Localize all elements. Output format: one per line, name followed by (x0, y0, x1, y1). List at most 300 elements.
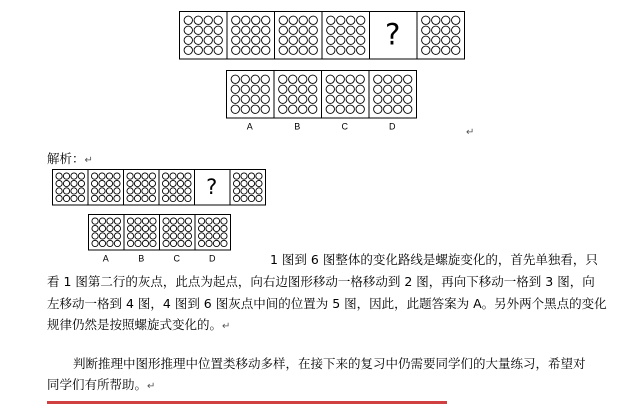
analysis-opt-dot (107, 218, 113, 224)
question-seq-dot (347, 16, 355, 24)
question-seq-dot (422, 26, 430, 34)
question-opt-dot (261, 85, 269, 93)
paragraph-1-line-4: 规律仍然是按照螺旋式变化的。↵ (47, 317, 231, 332)
analysis-seq-dot (99, 195, 105, 201)
question-opt-dot (404, 85, 412, 93)
question-seq-cell-2 (227, 12, 275, 60)
paragraph-mark: ↵ (84, 155, 93, 166)
analysis-seq-dot (162, 173, 168, 179)
question-opt-dot (394, 75, 402, 83)
question-opt-dot (346, 85, 354, 93)
analysis-seq-dot (71, 188, 77, 194)
analysis-seq-dot (177, 195, 183, 201)
question-seq-dot (452, 26, 460, 34)
analysis-opt-dot (198, 218, 204, 224)
analysis-heading (47, 149, 93, 167)
analysis-seq-dot (114, 195, 120, 201)
analysis-opt-dot (99, 233, 105, 239)
analysis-seq-dot (233, 188, 239, 194)
analysis-opt-dot (170, 233, 176, 239)
question-opt-dot (231, 95, 239, 103)
question-seq-dot (279, 26, 287, 34)
question-seq-dot (432, 26, 440, 34)
analysis-opt-dot (127, 225, 133, 231)
question-opt-dot (241, 105, 249, 113)
analysis-seq-dot (134, 188, 140, 194)
analysis-opt-dot (92, 225, 98, 231)
question-opt-cell-1 (227, 71, 275, 132)
question-seq-dot (289, 16, 297, 24)
question-opt-dot (279, 75, 287, 83)
analysis-opt-option-label: D (209, 253, 216, 264)
analysis-seq-dot (71, 180, 77, 186)
analysis-opt-dot (163, 233, 169, 239)
question-opt-dot (299, 85, 307, 93)
analysis-opt-dot (198, 225, 204, 231)
analysis-seq-dot (63, 173, 69, 179)
question-seq-dot (252, 16, 260, 24)
question-opt-dot (356, 105, 364, 113)
question-seq-dot (262, 26, 270, 34)
analysis-seq-svg (52, 169, 266, 206)
question-opt-cell-2 (274, 71, 322, 132)
analysis-seq-cell-3 (124, 170, 160, 206)
question-opt-dot (289, 75, 297, 83)
question-seq-dot (242, 26, 250, 34)
analysis-opt-cell-3 (160, 215, 196, 264)
question-seq-dot (442, 36, 450, 44)
question-seq-dot (184, 16, 192, 24)
analysis-seq-dot (91, 173, 97, 179)
question-seq-dot (422, 36, 430, 44)
analysis-seq-dot (149, 188, 155, 194)
analysis-seq-dot (114, 173, 120, 179)
analysis-opt-dot (178, 233, 184, 239)
question-opt-dot (404, 105, 412, 113)
question-seq-dot (309, 36, 317, 44)
question-opt-dot (241, 95, 249, 103)
analysis-opt-dot (135, 218, 141, 224)
question-opt-dot (356, 75, 364, 83)
analysis-seq-dot (233, 173, 239, 179)
question-opt-dot (309, 95, 317, 103)
analysis-opt-dot (107, 233, 113, 239)
question-seq-cell-5 (370, 12, 418, 60)
paragraph-mark: ↵ (466, 127, 475, 138)
analysis-seq-cell-2 (88, 170, 124, 206)
analysis-seq-dot (170, 180, 176, 186)
question-seq-dot (452, 16, 460, 24)
question-opt-dot (374, 75, 382, 83)
question-opt-option-label: A (246, 121, 253, 132)
analysis-seq-dot (142, 188, 148, 194)
question-seq-dot (194, 16, 202, 24)
analysis-seq-dot (241, 195, 247, 201)
question-opt-dot (336, 85, 344, 93)
question-seq-dot (337, 36, 345, 44)
question-seq-dot (242, 16, 250, 24)
analysis-opt-dot (150, 218, 156, 224)
analysis-seq-dot (248, 188, 254, 194)
analysis-seq-question-mark: ? (206, 174, 218, 199)
question-seq-dot (452, 46, 460, 54)
question-seq-dot (452, 36, 460, 44)
question-seq-dot (432, 46, 440, 54)
question-opt-option-label: C (341, 121, 348, 132)
analysis-seq-dot (177, 173, 183, 179)
question-opt-dot (394, 95, 402, 103)
question-seq-dot (204, 16, 212, 24)
analysis-opt-dot (206, 218, 212, 224)
analysis-opt-dot (127, 233, 133, 239)
analysis-seq-dot (149, 173, 155, 179)
question-seq-dot (309, 16, 317, 24)
analysis-seq-dot (63, 188, 69, 194)
question-opt-dot (326, 75, 334, 83)
analysis-opt-dot (150, 240, 156, 246)
paragraph-mark: ↵ (222, 321, 231, 332)
question-seq-dot (252, 46, 260, 54)
analysis-opt-cell-2 (124, 215, 160, 264)
question-seq-dot (357, 46, 365, 54)
analysis-opt-dot (107, 225, 113, 231)
analysis-seq-dot (256, 188, 262, 194)
question-opt-dot (394, 85, 402, 93)
analysis-opt-dot (135, 233, 141, 239)
analysis-opt-dot (221, 240, 227, 246)
question-opt-dot (299, 75, 307, 83)
analysis-seq-dot (99, 180, 105, 186)
analysis-opt-dot (142, 225, 148, 231)
analysis-seq-dot (56, 173, 62, 179)
analysis-options (88, 214, 231, 269)
question-seq-dot (357, 36, 365, 44)
analysis-seq-dot (170, 188, 176, 194)
question-seq-cell-6 (417, 12, 465, 60)
question-seq-dot (422, 16, 430, 24)
question-opt-dot (231, 105, 239, 113)
question-opt-dot (384, 95, 392, 103)
analysis-opt-dot (206, 240, 212, 246)
question-opt-dot (289, 105, 297, 113)
analysis-opt-dot (221, 218, 227, 224)
question-opt-dot (326, 85, 334, 93)
question-seq-dot (184, 46, 192, 54)
analysis-seq-cell-5 (195, 170, 231, 206)
analysis-opt-option-label: B (138, 253, 145, 264)
question-opt-dot (241, 85, 249, 93)
analysis-opt-dot (127, 240, 133, 246)
analysis-seq-dot (256, 180, 262, 186)
question-seq-dot (327, 46, 335, 54)
question-seq-dot (214, 16, 222, 24)
question-seq-dot (347, 36, 355, 44)
question-seq-dot (214, 46, 222, 54)
question-opt-cell-4 (369, 71, 417, 132)
analysis-seq-dot (56, 195, 62, 201)
question-seq-dot (289, 36, 297, 44)
analysis-seq-dot (142, 195, 148, 201)
question-seq-dot (252, 26, 260, 34)
question-seq-dot (347, 26, 355, 34)
question-opt-dot (299, 105, 307, 113)
analysis-seq-dot (91, 180, 97, 186)
analysis-opt-dot (163, 225, 169, 231)
analysis-seq-dot (56, 188, 62, 194)
question-seq-dot (357, 26, 365, 34)
paragraph-1-line-3: 左移动一格到 4 图，4 图到 6 图灰点中间的位置为 5 图，因此，此题答案为 A。另外两个黑点的变化 (47, 296, 607, 311)
analysis-opt-dot (135, 240, 141, 246)
analysis-seq-dot (170, 173, 176, 179)
question-seq-dot (242, 36, 250, 44)
question-opt-dot (374, 95, 382, 103)
analysis-opt-option-label: A (102, 253, 109, 264)
analysis-opt-cell-4 (195, 215, 231, 264)
analysis-opt-dot (170, 218, 176, 224)
analysis-seq-dot (134, 173, 140, 179)
question-seq-dot (432, 36, 440, 44)
question-seq-dot (232, 36, 240, 44)
analysis-opt-dot (213, 218, 219, 224)
question-seq-dot (262, 16, 270, 24)
question-opt-dot (251, 75, 259, 83)
question-opt-dot (261, 105, 269, 113)
analysis-seq-dot (233, 180, 239, 186)
question-opt-dot (299, 95, 307, 103)
question-opt-dot (279, 105, 287, 113)
analysis-seq-dot (185, 195, 191, 201)
question-opt-dot (279, 95, 287, 103)
question-seq-svg (179, 11, 465, 60)
analysis-opt-cell-1 (89, 215, 125, 264)
question-opt-dot (404, 95, 412, 103)
analysis-seq-dot (71, 173, 77, 179)
question-seq-dot (337, 26, 345, 34)
question-opt-dot (336, 105, 344, 113)
analysis-seq-dot (241, 180, 247, 186)
question-seq-dot (232, 46, 240, 54)
analysis-seq-dot (241, 188, 247, 194)
analysis-seq-dot (149, 195, 155, 201)
question-seq-dot (337, 46, 345, 54)
analysis-seq-dot (71, 195, 77, 201)
question-opt-dot (394, 105, 402, 113)
analysis-seq-dot (233, 195, 239, 201)
question-opt-dot (326, 95, 334, 103)
question-seq-dot (184, 26, 192, 34)
question-sequence (179, 11, 465, 64)
analysis-seq-dot (106, 188, 112, 194)
question-seq-dot (289, 46, 297, 54)
question-seq-dot (442, 46, 450, 54)
analysis-opt-dot (92, 233, 98, 239)
analysis-seq-dot (142, 173, 148, 179)
question-seq-dot (262, 46, 270, 54)
analysis-opt-dot (198, 240, 204, 246)
question-options (226, 70, 417, 137)
question-seq-dot (327, 16, 335, 24)
analysis-seq-cell-4 (159, 170, 195, 206)
question-seq-dot (309, 46, 317, 54)
question-opt-dot (241, 75, 249, 83)
analysis-seq-dot (78, 180, 84, 186)
question-seq-dot (337, 16, 345, 24)
question-opt-dot (384, 75, 392, 83)
analysis-opt-dot (163, 218, 169, 224)
analysis-opt-dot (185, 240, 191, 246)
analysis-seq-dot (78, 195, 84, 201)
analysis-opt-dot (170, 240, 176, 246)
paragraph-mark: ↵ (147, 381, 156, 392)
question-opt-dot (261, 95, 269, 103)
analysis-opt-dot (185, 233, 191, 239)
question-seq-dot (194, 26, 202, 34)
analysis-opt-svg (88, 214, 231, 265)
analysis-seq-dot (91, 188, 97, 194)
analysis-seq-dot (142, 180, 148, 186)
cutoff-red-line (47, 398, 447, 406)
analysis-opt-dot (99, 225, 105, 231)
analysis-seq-dot (248, 180, 254, 186)
question-opt-dot (309, 85, 317, 93)
analysis-opt-dot (213, 233, 219, 239)
question-opt-dot (346, 75, 354, 83)
question-seq-dot (242, 46, 250, 54)
analysis-opt-dot (92, 218, 98, 224)
analysis-opt-dot (185, 225, 191, 231)
question-seq-dot (214, 36, 222, 44)
analysis-seq-dot (256, 173, 262, 179)
question-seq-dot (347, 46, 355, 54)
question-seq-dot (357, 16, 365, 24)
analysis-seq-dot (127, 173, 133, 179)
question-seq-dot (279, 36, 287, 44)
analysis-opt-dot (213, 225, 219, 231)
question-seq-dot (204, 26, 212, 34)
question-seq-dot (214, 26, 222, 34)
analysis-seq-dot (56, 180, 62, 186)
analysis-heading-text: 解析： (47, 151, 85, 166)
question-seq-dot (299, 16, 307, 24)
analysis-opt-dot (206, 233, 212, 239)
question-opt-dot (356, 95, 364, 103)
question-seq-dot (299, 46, 307, 54)
analysis-opt-dot (185, 218, 191, 224)
analysis-seq-dot (114, 188, 120, 194)
question-seq-dot (309, 26, 317, 34)
analysis-seq-dot (127, 195, 133, 201)
question-opt-dot (384, 85, 392, 93)
analysis-opt-dot (114, 240, 120, 246)
question-opt-dot (261, 75, 269, 83)
question-opt-dot (309, 75, 317, 83)
question-opt-dot (251, 85, 259, 93)
analysis-seq-dot (185, 188, 191, 194)
paragraph-2-line-1: 判断推理中图形推理中位置类移动多样，在接下来的复习中仍需要同学们的大量练习，希望对 (73, 356, 586, 371)
analysis-opt-dot (178, 218, 184, 224)
question-seq-dot (279, 16, 287, 24)
question-opt-dot (231, 75, 239, 83)
analysis-opt-dot (221, 225, 227, 231)
question-seq-dot (204, 36, 212, 44)
analysis-seq-dot (248, 195, 254, 201)
analysis-seq-cell-1 (53, 170, 89, 206)
question-opt-svg (226, 70, 417, 133)
question-opt-dot (336, 75, 344, 83)
analysis-opt-dot (142, 233, 148, 239)
question-opt-dot (231, 85, 239, 93)
analysis-opt-dot (213, 240, 219, 246)
analysis-opt-dot (99, 240, 105, 246)
question-seq-dot (194, 36, 202, 44)
paragraph-1-line-2: 看 1 图第二行的灰点，此点为起点，向右边图形移动一格移动到 2 图，再向下移动一格到 3 图，向 (47, 274, 595, 289)
question-opt-dot (279, 85, 287, 93)
question-seq-dot (204, 46, 212, 54)
analysis-opt-dot (170, 225, 176, 231)
question-seq-dot (442, 16, 450, 24)
analysis-opt-dot (198, 233, 204, 239)
question-seq-dot (252, 36, 260, 44)
question-seq-dot (194, 46, 202, 54)
question-seq-dot (279, 46, 287, 54)
paragraph-2-line-2: 同学们有所帮助。↵ (47, 377, 156, 392)
analysis-seq-dot (134, 195, 140, 201)
question-opt-dot (309, 105, 317, 113)
paragraph-1-line-1: 1 图到 6 图整体的变化路线是螺旋变化的，首先单独看，只 (270, 252, 598, 267)
analysis-opt-option-label: C (173, 253, 180, 264)
analysis-seq-dot (241, 173, 247, 179)
analysis-seq-dot (78, 188, 84, 194)
question-seq-dot (299, 26, 307, 34)
question-opt-option-label: D (389, 121, 396, 132)
question-opt-option-label: B (294, 121, 301, 132)
analysis-sequence (52, 169, 266, 210)
analysis-opt-dot (114, 233, 120, 239)
analysis-seq-dot (162, 188, 168, 194)
analysis-opt-dot (150, 233, 156, 239)
analysis-seq-dot (149, 180, 155, 186)
question-opt-dot (326, 105, 334, 113)
question-seq-dot (422, 46, 430, 54)
analysis-seq-dot (106, 195, 112, 201)
question-seq-question-mark: ? (385, 17, 401, 52)
analysis-seq-dot (63, 195, 69, 201)
analysis-seq-dot (78, 173, 84, 179)
analysis-seq-dot (177, 180, 183, 186)
question-opt-dot (404, 75, 412, 83)
analysis-seq-dot (162, 180, 168, 186)
analysis-seq-dot (170, 195, 176, 201)
analysis-opt-dot (150, 225, 156, 231)
question-opt-dot (356, 85, 364, 93)
analysis-opt-dot (178, 225, 184, 231)
analysis-seq-dot (99, 173, 105, 179)
question-opt-dot (336, 95, 344, 103)
analysis-seq-dot (91, 195, 97, 201)
analysis-opt-dot (206, 225, 212, 231)
analysis-opt-dot (142, 240, 148, 246)
question-seq-cell-3 (275, 12, 323, 60)
analysis-opt-dot (135, 225, 141, 231)
question-opt-cell-3 (322, 71, 370, 132)
analysis-seq-cell-6 (230, 170, 266, 206)
analysis-opt-dot (114, 218, 120, 224)
question-seq-dot (262, 36, 270, 44)
question-opt-dot (374, 85, 382, 93)
analysis-seq-dot (99, 188, 105, 194)
analysis-seq-dot (256, 195, 262, 201)
analysis-seq-dot (177, 188, 183, 194)
